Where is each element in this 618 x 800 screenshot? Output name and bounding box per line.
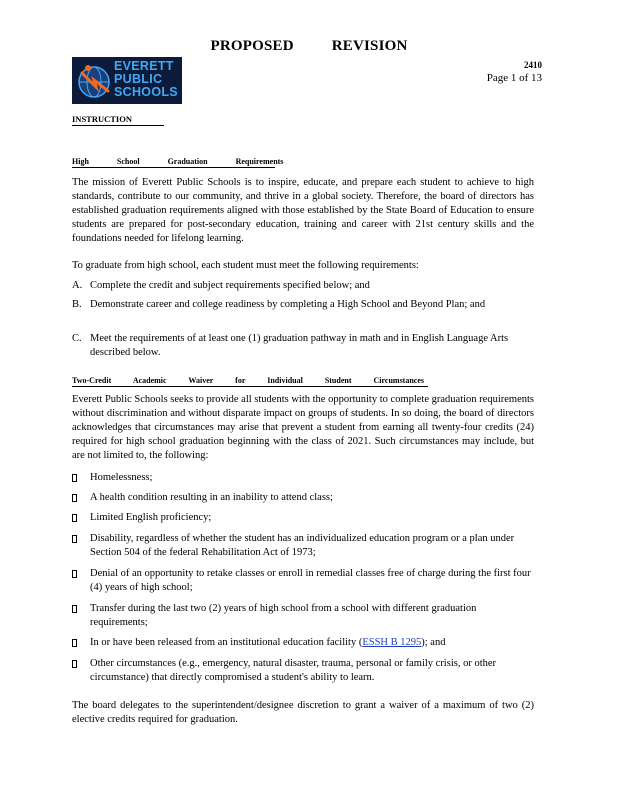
circumstance-text: Denial of an opportunity to retake classes or enroll in remedial classes free of charge during the first four (4) years of high school;: [90, 568, 531, 593]
page-indicator: Page 1 of 13: [486, 72, 542, 84]
subheading-graduation-requirements: High School Graduation Requirements: [72, 157, 284, 166]
essh-b-1295-link[interactable]: ESSH B 1295: [362, 637, 422, 648]
bullet-box-icon: [72, 474, 77, 482]
document-title: [0, 38, 618, 55]
bullet-box-icon: [72, 494, 77, 502]
bullet-box-icon: [72, 660, 77, 668]
institution-prefix: In or have been released from an institutional education facility (: [90, 637, 363, 648]
circumstance-text: A health condition resulting in an inability to attend class;: [90, 492, 333, 503]
requirement-text: Meet the requirements of at least one (1) graduation pathway in math and in English Language Arts described below.: [90, 333, 509, 358]
requirement-marker: B.: [72, 299, 82, 310]
bullet-box-icon: [72, 639, 77, 647]
globe-icon: [74, 60, 114, 101]
requirement-text: Demonstrate career and college readiness by completing a High School and Beyond Plan; and: [90, 299, 486, 310]
circumstance-text: Other circumstances (e.g., emergency, natural disaster, trauma, personal or family crisis, or other circumstance) that directly compromised a student's ability to learn.: [90, 658, 497, 683]
bullet-box-icon: [72, 605, 77, 613]
section-label: INSTRUCTION: [72, 114, 164, 126]
logo-line-schools: SCHOOLS: [114, 85, 178, 99]
bullet-box-icon: [72, 570, 77, 578]
delegation-paragraph: The board delegates to the superintendent/designee discretion to grant a waiver of a maximum of two (2) elective credits required for graduation.: [72, 700, 534, 725]
circumstance-item: [72, 602, 534, 630]
logo-line-everett: EVERETT: [114, 59, 174, 73]
institution-suffix: ); and: [421, 637, 446, 648]
requirement-text: Complete the credit and subject requirements specified below; and: [90, 280, 370, 291]
circumstance-text: Transfer during the last two (2) years of high school from a school with different graduation requirements;: [90, 603, 477, 628]
bullet-box-icon: [72, 535, 77, 543]
waiver-paragraph: Everett Public Schools seeks to provide all students with the opportunity to complete graduation requirements without discrimination and without disparate impact on groups of students. In so doing, the board of directors acknowledges that circumstances may arise that prevent a student from earning all twenty-four credits (24) required for high school graduation beginning with the class of 2021. Such circumstances may include, but are not limited to, the following:: [72, 394, 534, 461]
requirements-intro: To graduate from high school, each student must meet the following requirements:: [72, 260, 419, 271]
title-word-revision: REVISION: [331, 38, 408, 54]
circumstance-item: [72, 636, 534, 650]
district-logo: [72, 57, 182, 104]
circumstance-item: [72, 511, 534, 525]
mission-paragraph: The mission of Everett Public Schools is to inspire, educate, and prepare each student to achieve to high standards, contribute to our community, and thrive in a global society. Therefore, the board of directors has established graduation requirements aligned with those established by the State Board of Education to ensure students are prepared for post-secondary education, training and career with 21st century skills and the foundations needed for lifelong learning.: [72, 177, 534, 244]
circumstance-text: Limited English proficiency;: [90, 512, 212, 523]
circumstance-item: [72, 532, 534, 560]
requirement-item: [72, 279, 534, 293]
title-word-proposed: PROPOSED: [210, 38, 294, 54]
subheading-academic-waiver: Two-Credit Academic Waiver for Individual Student Circumstances: [72, 376, 428, 387]
logo-wordmark: [114, 60, 178, 99]
circumstance-text: Homelessness;: [90, 472, 153, 483]
circumstance-text: Disability, regardless of whether the student has an individualized education program or a plan under Section 504 of the federal Rehabilitation Act of 1973;: [90, 533, 515, 558]
circumstance-item: [72, 657, 534, 685]
requirement-item: [72, 332, 534, 360]
policy-code: 2410: [524, 60, 542, 70]
circumstance-item: [72, 491, 534, 505]
circumstance-item: [72, 471, 534, 485]
requirement-marker: C.: [72, 333, 82, 344]
logo-line-public: PUBLIC: [114, 72, 163, 86]
circumstance-item: [72, 567, 534, 595]
circumstance-text: [90, 636, 534, 650]
requirement-marker: A.: [72, 280, 83, 291]
bullet-box-icon: [72, 514, 77, 522]
requirement-item: [72, 298, 534, 312]
